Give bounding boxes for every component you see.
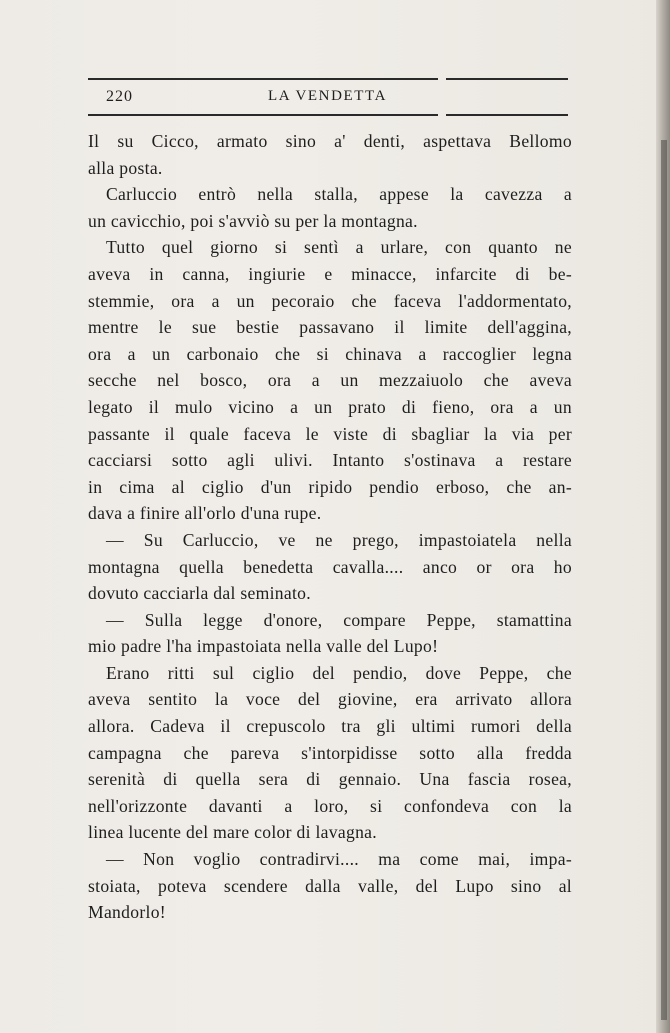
text-line: — Non voglio contradirvi.... ma come mai, impa- [106,849,572,870]
text-line: dovuto cacciarla dal seminato. [88,583,311,604]
header-rule-top-right [446,78,568,80]
text-line: secche nel bosco, ora a un mezzaiuolo che aveva [88,370,572,391]
text-line: cacciarsi sotto agli ulivi. Intanto s'ostinava a restare [88,450,572,471]
body-text [88,128,572,926]
header-rule-top [88,78,438,80]
text-line: Tutto quel giorno si sentì a urlare, con quanto ne [106,237,572,258]
binding-shadow [661,140,667,1020]
text-line: mentre le sue bestie passavano il limite dell'aggina, [88,317,572,338]
text-line: legato il mulo vicino a un prato di fieno, ora a un [88,396,572,417]
header-rule-bottom-right [446,114,568,116]
header-rule-bottom [88,114,438,116]
text-line: alla posta. [88,157,163,178]
text-line: allora. Cadeva il crepuscolo tra gli ultimi rumori della [88,716,572,737]
text-line: stemmie, ora a un pecoraio che faceva l'addormentato, [88,290,572,311]
text-line: montagna quella benedetta cavalla.... anco or ora ho [88,556,572,577]
text-line: aveva sentito la voce del giovine, era arrivato allora [88,689,572,710]
text-line: dava a finire all'orlo d'una rupe. [88,503,322,524]
text-line: ora a un carbonaio che si chinava a raccoglier legna [88,343,572,364]
text-line: stoiata, poteva scendere dalla valle, del Lupo sino al [88,875,572,896]
text-line: un cavicchio, poi s'avviò su per la montagna. [88,210,418,231]
text-line: Erano ritti sul ciglio del pendio, dove Peppe, che [106,662,572,683]
text-line: nell'orizzonte davanti a loro, si confondeva con la [88,795,572,816]
text-line: — Sulla legge d'onore, compare Peppe, stamattina [106,609,572,630]
text-line: campagna che pareva s'intorpidisse sotto alla fredda [88,742,572,763]
text-line: Il su Cicco, armato sino a' denti, aspettava Bellomo [88,131,572,151]
text-line: Carluccio entrò nella stalla, appese la cavezza a [106,184,572,205]
text-line: aveva in canna, ingiurie e minacce, infarcite di be- [88,263,572,284]
text-line: linea lucente del mare color di lavagna. [88,822,377,843]
text-line: serenità di quella sera di gennaio. Una fascia rosea, [88,769,572,790]
page-number: 220 [106,88,133,105]
text-line: passante il quale faceva le viste di sbagliar la via per [88,423,572,444]
running-title: LA VENDETTA [268,88,388,104]
text-line: Mandorlo! [88,902,166,923]
text-line: mio padre l'ha impastoiata nella valle del Lupo! [88,636,439,657]
text-line: — Su Carluccio, ve ne prego, impastoiatela nella [106,529,572,550]
text-line: in cima al ciglio d'un ripido pendio erboso, che an- [88,476,572,497]
